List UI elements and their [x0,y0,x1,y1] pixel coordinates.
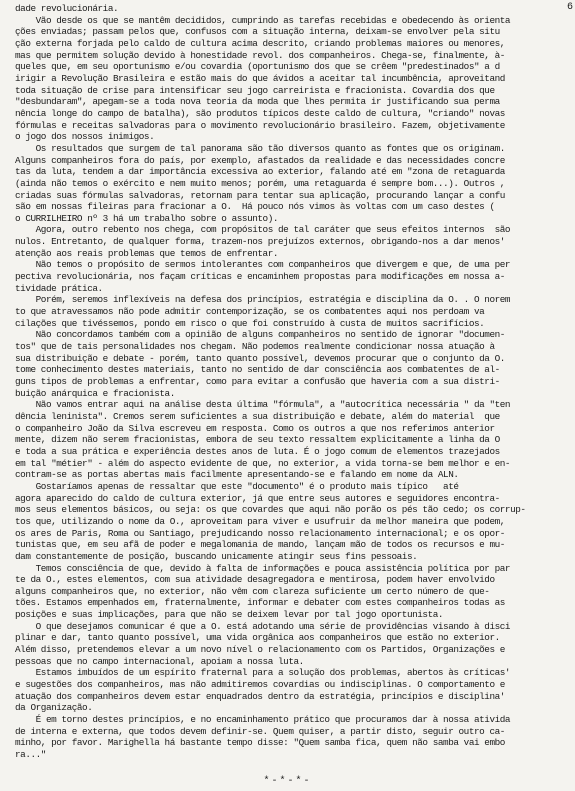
text-line: cilações que tivéssemos, pondo em risco o que foi construído à custa de muitos sacrifícios. [15,317,485,329]
text-line: tos" que de tais personalidades nos chegam. Não podemos realmente condicionar nossa atuação à [15,341,495,353]
text-line: alguns companheiros que, no exterior, não vêm com clareza suficiente um certo número de que- [15,585,490,597]
text-line: pessoas que no campo internacional, apoiam a nossa luta. [15,655,304,667]
text-line: pectiva revolucionária, nos façam críticas e encaminhem propostas para modificações em nossa a- [15,271,505,283]
text-line: Porém, seremos inflexíveis na defesa dos princípios, estratégia e disciplina da O. . O norem [15,294,511,306]
text-line: "desbundaram", apegam-se a toda nova teoria da moda que lhes permita ir justificando sua perma [15,96,500,108]
text-line: atuação dos companheiros devem estar enquadrados dentro da estratégia, princípios e disciplina' [15,690,505,702]
text-line: em tal "métier" - além do aspecto evidente de que, no exterior, a vida torna-se bem melhor e en- [15,457,511,469]
document-body [15,3,563,761]
text-line: o companheiro João da Silva escreveu em resposta. Como os outros a que nos referimos anterior [15,422,495,434]
text-line: Não vamos entrar aqui na análise desta última "fórmula", a "autocrítica necessária " da "ten [15,399,511,411]
text-line: contram-se as portas abertas mais facilmente apresentando-se e falando em nome da ALN. [15,469,459,481]
text-line: mos seus elementos básicos, ou seja: os que covardes que aqui não porão os pés tão cedo; os corrup- [15,504,526,516]
text-line: e sugestões dos companheiros, mas não admitiremos covardias ou indisciplinas. O comportamento e [15,679,505,691]
text-line: Temos consciência de que, devido à falta de informações e pouca assistência política por par [15,562,511,574]
text-line: criadas suas fórmulas salvadoras, retornam para tentar sua aplicação, procurando lançar a confu [15,189,505,201]
text-line: Estamos imbuídos de um espírito fraternal para a solução dos problemas, abertos às críticas' [15,667,511,679]
text-line: o jogo dos nossos inimigos. [15,131,155,143]
text-line: sua distribuição e debate - porém, tanto quanto possível, devemos procurar que o conjunto da O. [15,352,505,364]
text-line: (ainda não temos o exército e nem muito menos; porém, uma retaguarda é sempre bom...). Outros , [15,177,505,189]
text-line: minho, por favor. Marighella há bastante tempo disse: "Quem samba fica, quem não samba vai embo [15,737,505,749]
text-line: te da O., estes elementos, com sua atividade desagregadora e mentirosa, podem haver envolvido [15,574,495,586]
text-line: O que desejamos comunicar é que a O. está adotando uma série de providências visando à disci [15,620,511,632]
text-line: agora aparecido do caldo de cultura exterior, já que entre seus autores e seguidores encontra- [15,492,500,504]
section-end-mark: *-*-*- [263,776,312,787]
text-line: Agora, outro rebento nos chega, com propósitos de tal caráter que seus efeitos internos são [15,224,511,236]
text-line: Não temos o propósito de sermos intolerantes com companheiros que divergem e que, de uma per [15,259,511,271]
text-line: toda situação de crise para intensificar seu jogo carreirista e fracionista. Covardia dos que [15,84,495,96]
text-line: Além disso, pretendemos elevar a um novo nível o relacionamento com os Partidos, Organizações e [15,644,505,656]
text-line: nulos. Entretanto, de qualquer forma, trazem-nos prejuízos externos, obrigando-nos a dar menos' [15,236,505,248]
text-line: tome conhecimento destes materiais, tanto no sentido de dar consciência aos combatentes de al- [15,364,500,376]
text-line: tões. Estamos empenhados em, fraternalmente, informar e debater com estes companheiros todas as [15,597,505,609]
text-line: da Organização. [15,702,93,714]
text-line: atenção aos reais problemas que temos de enfrentar. [15,247,279,259]
text-line: ra..." [15,749,46,760]
text-line: nência longe do campo de batalha), são produtos típicos deste caldo de cultura, "criando" novas [15,107,505,119]
text-line: mas que permitem solução devido à honestidade revol. dos companheiros. Chega-se, finalmente, à- [15,49,505,61]
text-line: Vão desde os que se mantêm decididos, cumprindo as tarefas recebidas e obedecendo às orienta [15,14,511,26]
text-line: É em torno destes princípios, e no encaminhamento prático que procuramos dar à nossa ativida [15,714,511,726]
text-line: tividade prática. [15,282,103,294]
text-line: posições e suas implicações, para que não se deixem levar por tal jogo oportunista. [15,609,444,621]
page-number: 6 [566,2,573,13]
text-line: dam constantemente de posição, buscando unicamente atingir seus fins pessoais. [15,550,418,562]
text-line: são em nossas fileiras para fracionar a O. Há pouco nós vimos às voltas com um caso destes ( [15,201,495,213]
text-line: dade revolucionária. [15,3,119,14]
text-line: tunistas que, em seu afã de poder e megalomania de mando, lançam mão de todos os recursos e mu- [15,539,505,551]
text-line: Os resultados que surgem de tal panorama são tão diversos quanto as fontes que os originam. [15,142,505,154]
text-line: Gostaríamos apenas de ressaltar que este "documento" é o produto mais típico até [15,480,459,492]
text-line: Não concordamos também com a opinião de alguns companheiros no sentido de ignorar "documen- [15,329,505,341]
text-line: o CURRILHEIRO nº 3 há um trabalho sobre o assunto). [15,212,279,224]
text-line: to que atravessamos não pode admitir contemporização, se os combatentes aqui nos perdoam va [15,306,485,318]
text-line: ção externa forjada pelo caldo de cultura acima descrito, criando problemas maiores ou menores, [15,37,505,49]
text-line: de interna e externa, que todos devem definir-se. Quem quiser, a partir disto, seguir outro ca- [15,725,505,737]
text-line: os ares de Paris, Roma ou Santiago, prejudicando nosso relacionamento internacional; e os opor- [15,527,505,539]
text-line: ções enviadas; passam pelos que, confusos com a situação interna, deixam-se envolver pela situ [15,26,500,38]
text-line: e toda a sua prática e experiência destes anos de luta. É o jogo comum de elementos trazejados [15,445,500,457]
text-line: fórmulas e receitas salvadoras para o movimento revolucionário brasileiro. Fazem, objetivamente [15,119,505,131]
text-line: guns tipos de problemas a enfrentar, como para evitar a confusão que haveria com a sua distri- [15,376,500,387]
text-line: buição anárquica e fracionista. [15,387,175,399]
text-line: dência leninista". Cremos serem suficientes a sua distribuição e debate, além do material que [15,410,500,422]
text-line: tos que, utilizando o nome da O., aproveitam para viver e usufruir da melhor maneira que podem, [15,515,505,527]
text-line: mente, dizem não serem fracionistas, embora de seu texto ressaltem explicitamente a linha da O [15,434,500,446]
text-line: Alguns companheiros fora do país, por exemplo, afastados da realidade e das necessidades concre [15,154,505,166]
text-line: irigir a Revolução Brasileira e estão mais do que ávidos a aceitar tal incumbência, aproveitand [15,72,505,84]
text-line: queles que, em seu oportunismo e/ou covardia (oportunismo dos que se crêem "predestinados" a d [15,61,500,73]
text-line: tas da luta, tendem a dar importância excessiva ao exterior, falando até em "zona de retaguarda [15,166,505,178]
text-line: plinar e dar, tanto quanto possível, uma vida orgânica aos companheiros que estão no exterior. [15,632,500,644]
